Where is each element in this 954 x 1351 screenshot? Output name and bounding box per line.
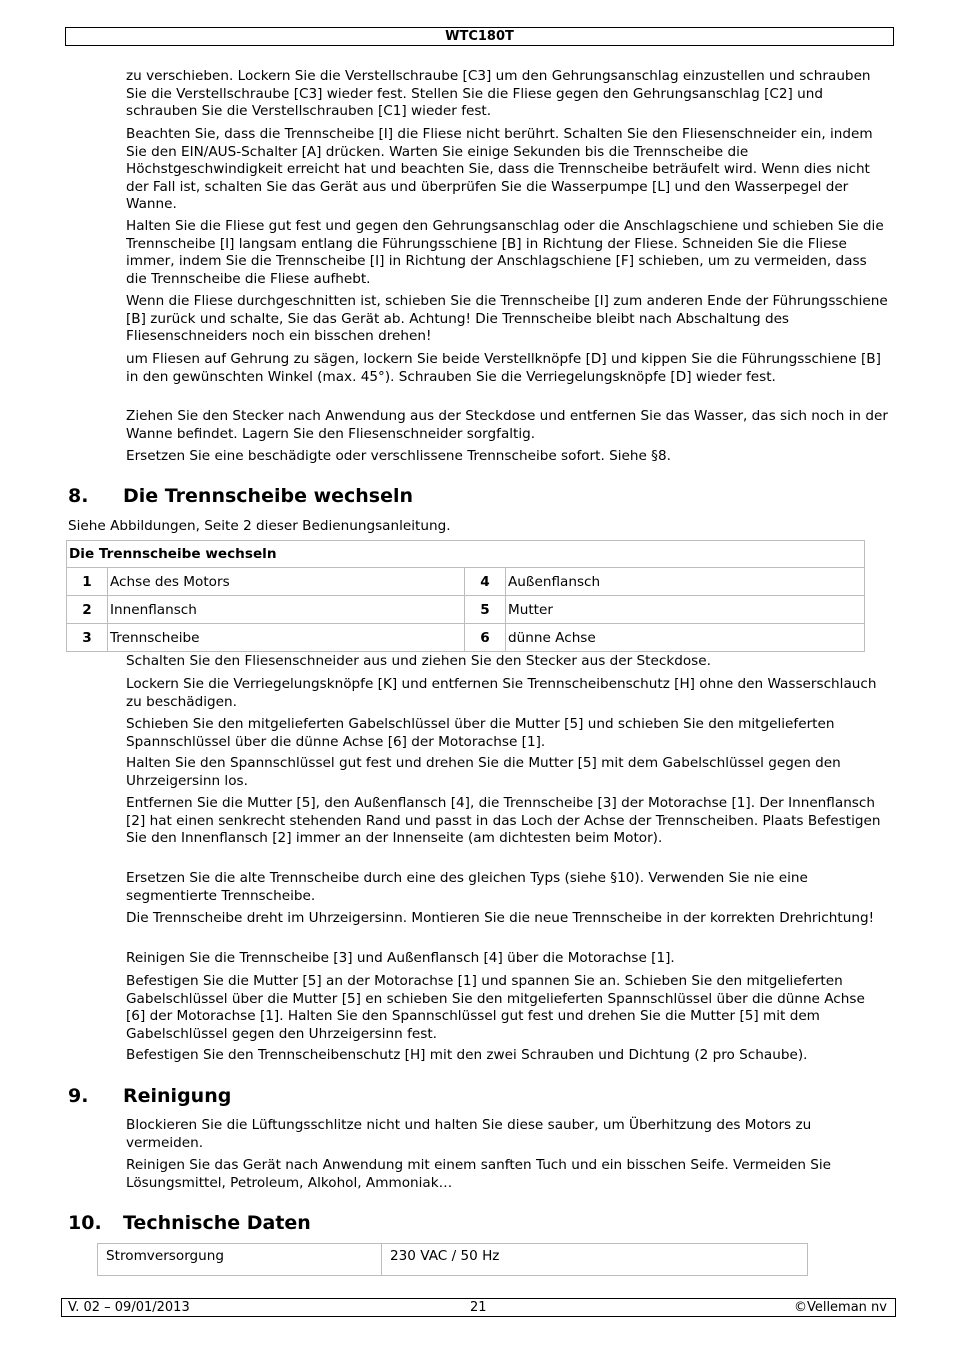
section-10-title: Technische Daten [123,1212,311,1234]
section-9-title: Reinigung [123,1085,232,1107]
part-number: 3 [67,624,108,652]
part-label: Außenflansch [506,568,865,596]
cleaning-paragraph-1: Blockieren Sie die Lüftungsschlitze nicht und halten Sie diese sauber, um Überhitzung des Motors zu vermeiden. [126,1117,812,1151]
step-7: Die Trennscheibe dreht im Uhrzeigersinn. Montieren Sie die neue Trennscheibe in der korrekten Drehrichtung! [126,910,875,926]
intro-paragraph-7: Ersetzen Sie eine beschädigte oder verschlissene Trennscheibe sofort. Siehe §8. [126,448,671,464]
step-10: Befestigen Sie den Trennscheibenschutz [H] mit den zwei Schrauben und Dichtung (2 pro Schaube). [126,1047,808,1063]
table-row [98,1244,808,1276]
section-10-number: 10. [68,1212,102,1234]
section-8-number: 8. [68,485,89,507]
intro-paragraph-4: Wenn die Fliese durchgeschnitten ist, schieben Sie die Trennscheibe [I] zum anderen Ende der Führungsschiene [B] zurück und schalte, Sie das Gerät ab. Achtung! Die Trennscheibe bleibt nach Abschaltung des Fliesenschneiders noch ein bisschen drehen! [126,293,888,345]
spec-value: 230 VAC / 50 Hz [382,1244,808,1276]
step-1: Schalten Sie den Fliesenschneider aus und ziehen Sie den Stecker aus der Steckdose. [126,653,711,669]
table-row [67,596,865,624]
section-8-heading [68,485,413,507]
section-9-heading [68,1085,231,1107]
intro-paragraph-3: Halten Sie die Fliese gut fest und gegen den Gehrungsanschlag oder die Anschlagschiene und schieben Sie die Trennscheibe [I] langsam entlang die Führungsschiene [B] in Richtung der Fliese. Schneiden Sie die Fliese immer, indem Sie die Trennscheibe [I] in Richtung der Anschlagschiene [F] schieben, um zu vermeiden, dass die Trennscheibe die Fliese aufhebt. [126,218,884,287]
intro-paragraph-5: um Fliesen auf Gehrung zu sägen, lockern Sie beide Verstellknöpfe [D] und kippen Sie die Führungsschiene [B] in den gewünschten Winkel (max. 45°). Schrauben Sie die Verriegelungsknöpfe [D] wieder fest. [126,351,881,385]
section-8-title: Die Trennscheibe wechseln [123,485,414,507]
page-number: 21 [470,1300,487,1315]
part-number: 5 [465,596,506,624]
section-8-intro: Siehe Abbildungen, Seite 2 dieser Bedienungsanleitung. [68,518,451,534]
version-date: V. 02 – 09/01/2013 [68,1300,190,1315]
step-6: Ersetzen Sie die alte Trennscheibe durch eine des gleichen Typs (siehe §10). Verwenden Sie nie eine segmentierte Trennscheibe. [126,870,808,904]
document-footer [61,1298,896,1317]
parts-table-caption: Die Trennscheibe wechseln [67,541,865,568]
part-number: 4 [465,568,506,596]
step-9: Befestigen Sie die Mutter [5] an der Motorachse [1] und spannen Sie an. Schieben Sie den mitgelieferten Gabelschlüssel über die Mutter [5] en schieben Sie den mitgelieferten Spannschlüssel über die dünne Achse [6] der Motorachse [1]. Halten Sie den Spannschlüssel gut fest und drehen Sie die Mutter [5] mit dem Gabelschlüssel gegen den Uhrzeigersinn fest. [126,973,865,1042]
model-name: WTC180T [445,29,514,44]
part-label: Achse des Motors [108,568,465,596]
parts-table [66,540,865,652]
table-row [67,568,865,596]
cleaning-paragraph-2: Reinigen Sie das Gerät nach Anwendung mit einem sanften Tuch und ein bisschen Seife. Vermeiden Sie Lösungsmittel, Petroleum, Alkohol, Ammoniak… [126,1157,832,1191]
spec-label: Stromversorgung [98,1244,382,1276]
copyright: ©Velleman nv [793,1300,887,1315]
section-10-heading [68,1212,311,1234]
part-number: 2 [67,596,108,624]
part-number: 1 [67,568,108,596]
step-5: Entfernen Sie die Mutter [5], den Außenflansch [4], die Trennscheibe [3] der Motorachse [1]. Der Innenflansch [2] hat einen senkrecht stehenden Rand und passt in das Loch der Achse der Trennscheiben. Plaats Befestigen Sie den Innenflansch [2] immer an der Innenseite (am dichtesten beim Motor). [126,795,881,847]
specs-table [97,1243,808,1276]
document-header [65,27,894,46]
section-9-number: 9. [68,1085,89,1107]
part-label: dünne Achse [506,624,865,652]
part-label: Mutter [506,596,865,624]
step-2: Lockern Sie die Verriegelungsknöpfe [K] und entfernen Sie Trennscheibenschutz [H] ohne den Wasserschlauch zu beschädigen. [126,676,877,710]
step-8: Reinigen Sie die Trennscheibe [3] und Außenflansch [4] über die Motorachse [1]. [126,950,675,966]
table-row [67,624,865,652]
part-number: 6 [465,624,506,652]
intro-paragraph-2: Beachten Sie, dass die Trennscheibe [I] die Fliese nicht berührt. Schalten Sie den Fliesenschneider ein, indem Sie den EIN/AUS-Schalter [A] drücken. Warten Sie einige Sekunden bis die Trennscheibe die Höchstgeschwindigkeit erreicht hat und beachten Sie, dass die Trennscheibe beträufelt wird. Wenn dies nicht der Fall ist, schalten Sie das Gerät aus und überprüfen Sie die Wasserpumpe [L] und den Wasserpegel der Wanne. [126,126,873,213]
step-3: Schieben Sie den mitgelieferten Gabelschlüssel über die Mutter [5] und schieben Sie den mitgelieferten Spannschlüssel über die dünne Achse [6] der Motorachse [1]. [126,716,835,750]
intro-paragraph-6: Ziehen Sie den Stecker nach Anwendung aus der Steckdose und entfernen Sie das Wasser, das sich noch in der Wanne befindet. Lagern Sie den Fliesenschneider sorgfaltig. [126,408,888,442]
intro-paragraph-1: zu verschieben. Lockern Sie die Verstellschraube [C3] um den Gehrungsanschlag einzustellen und schrauben Sie die Verstellschraube [C3] wieder fest. Stellen Sie die Fliese gegen den Gehrungsanschlag [C2] und schrauben Sie die Verstellschrauben [C1] wieder fest. [126,68,871,120]
part-label: Trennscheibe [108,624,465,652]
step-4: Halten Sie den Spannschlüssel gut fest und drehen Sie die Mutter [5] mit dem Gabelschlüssel gegen den Uhrzeigersinn los. [126,755,841,789]
part-label: Innenflansch [108,596,465,624]
